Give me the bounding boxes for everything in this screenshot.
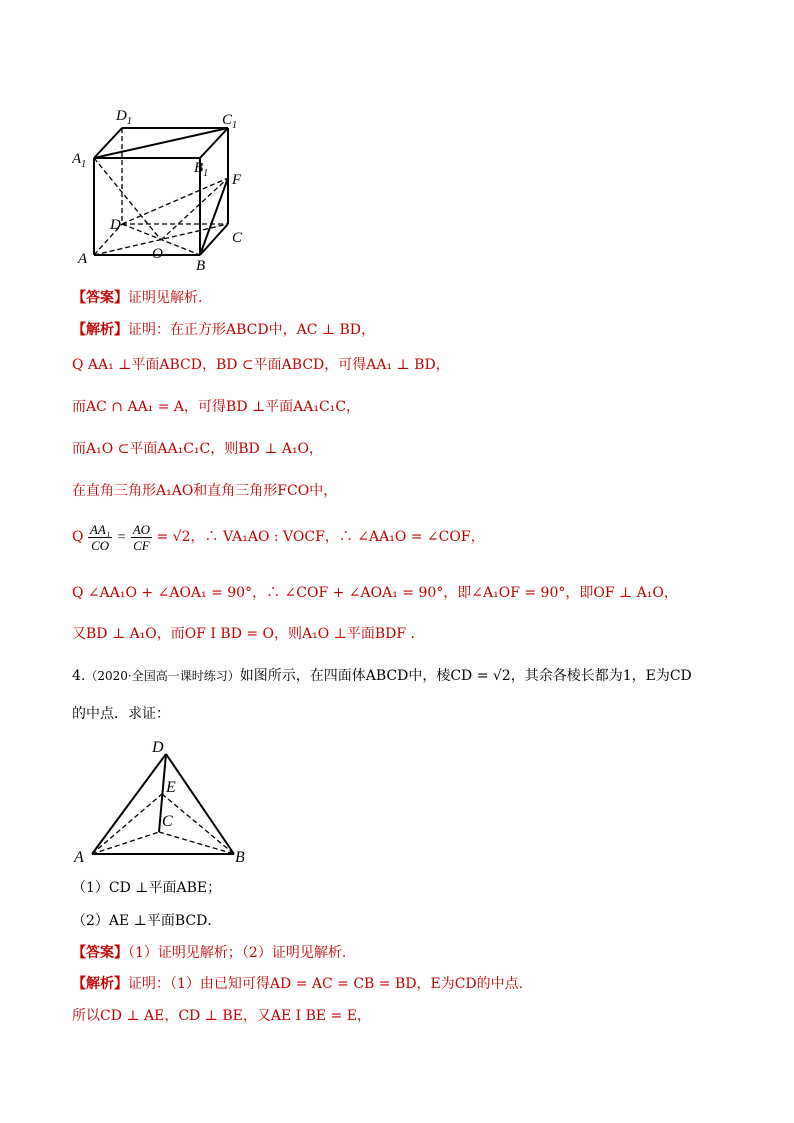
tetra-label-A: A [74, 849, 84, 866]
label-F: F [232, 172, 242, 188]
p4-analysis-text-1: 证明：（1）由已知可得AD = AC = CB = BD，E为CD的中点. [128, 976, 524, 992]
tetra-label-B: B [235, 849, 245, 866]
analysis-line-5: 在直角三角形A₁AO和直角三角形FCO中， [72, 483, 338, 499]
dash-cb [159, 832, 234, 854]
problem4-part-1: （1）CD ⊥平面ABE； [72, 880, 222, 896]
problem4-stem-1 [72, 666, 692, 686]
p4-answer-bracket: 【答案】 [72, 945, 128, 961]
edge-bc [200, 224, 228, 255]
edge-bf [200, 178, 228, 255]
label-D1: $D_1$ [116, 108, 132, 127]
tetrahedron-figure [72, 736, 262, 866]
analysis-line-8: 又BD ⊥ A₁O，而OF I BD = O，则A₁O ⊥平面BDF . [72, 626, 415, 642]
problem4-answer [72, 943, 346, 963]
label-B1: $B_1$ [194, 160, 209, 179]
tetra-label-C: C [162, 813, 173, 830]
analysis-bracket: 【解析】 [72, 322, 128, 338]
dash-df [122, 178, 228, 224]
label-C: C [232, 230, 243, 246]
fraction-aa1-co: $\frac{\text{AA₁}}{CO}$ [89, 521, 111, 553]
edge-a1c1 [94, 128, 228, 158]
analysis-line-3: 而AC ∩ AA₁ = A，可得BD ⊥平面AA₁C₁C， [72, 399, 361, 415]
analysis-line-4: 而A₁O ⊂平面AA₁C₁C，则BD ⊥ A₁O， [72, 441, 324, 457]
analysis-line-7: Q ∠AA₁O + ∠AOA₁ = 90°，∴ ∠COF + ∠AOA₁ = 90°，即∠A₁OF = 90°，即OF ⊥ A₁O， [72, 585, 678, 601]
problem4-stem-2: 的中点．求证： [72, 706, 170, 722]
dash-a1o [94, 158, 161, 240]
p4-analysis-bracket: 【解析】 [72, 976, 128, 992]
label-A1: $A_1$ [72, 151, 87, 170]
label-B: B [196, 258, 206, 274]
answer-line-1 [72, 288, 202, 308]
analysis-text-1: 证明：在正方形ABCD中，AC ⊥ BD， [128, 322, 375, 338]
dash-ac [92, 832, 159, 854]
problem4-source: （2020·全国高一课时练习） [85, 669, 240, 683]
problem4-number: 4. [72, 668, 86, 684]
frac-q: Q [72, 529, 84, 545]
problem4-stem-text: 如图所示，在四面体ABCD中，棱CD = √2，其余各棱长都为1，E为CD [239, 668, 692, 684]
dash-ae [92, 794, 162, 854]
tetra-label-D: D [152, 739, 164, 756]
analysis-line-2: Q AA₁ ⊥平面ABCD，BD ⊂平面ABCD，可得AA₁ ⊥ BD， [72, 357, 450, 373]
fraction-ao-cf: $\frac{AO}{CF}$ [132, 521, 151, 553]
dash-of [161, 178, 228, 240]
analysis-line-6: Q $\frac{\text{AA₁}}{CO}$ = $\frac{AO}{CF}$ = √2，∴ VA₁AO : VOCF，∴ ∠AA₁O = ∠COF， [72, 521, 485, 553]
dash-eb [162, 794, 234, 854]
p4-answer-text: （1）证明见解析；（2）证明见解析. [128, 945, 347, 961]
problem4-part-2: （2）AE ⊥平面BCD． [72, 913, 222, 929]
label-A: A [78, 251, 88, 267]
edge-db [166, 754, 234, 854]
label-O: O [152, 246, 163, 262]
edge-ad [92, 754, 166, 854]
analysis-text-6: = √2，∴ VA₁AO : VOCF，∴ ∠AA₁O = ∠COF， [156, 529, 485, 545]
answer-bracket: 【答案】 [72, 290, 128, 306]
cube-figure [72, 100, 272, 280]
label-D: D [110, 217, 121, 233]
problem4-analysis-1 [72, 974, 523, 994]
label-C1: $C_1$ [222, 112, 238, 131]
analysis-line-1 [72, 320, 375, 340]
problem4-analysis-2: 所以CD ⊥ AE，CD ⊥ BE，又AE I BE = E， [72, 1008, 371, 1024]
answer-text: 证明见解析. [128, 290, 203, 306]
tetra-label-E: E [166, 779, 176, 796]
